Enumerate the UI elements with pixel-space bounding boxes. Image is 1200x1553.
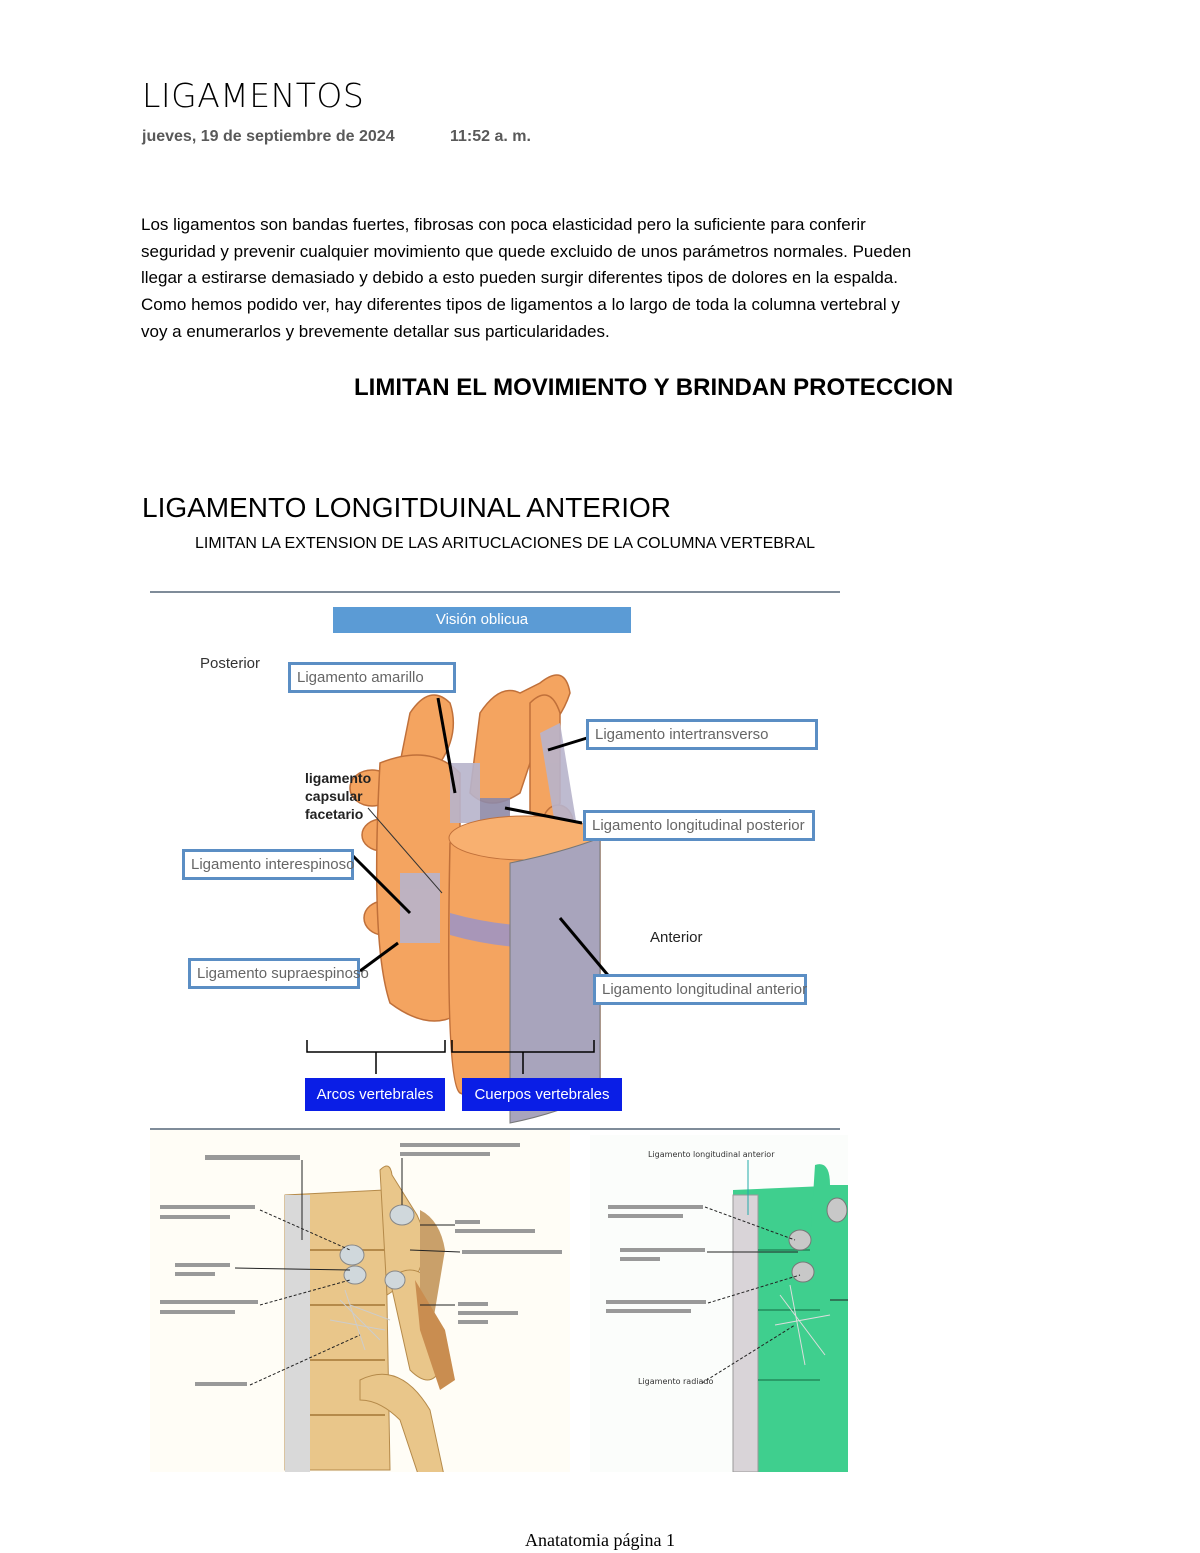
body-line: Los ligamentos son bandas fuertes, fibrosas con poca elasticidad pero la suficiente para conferir — [141, 215, 866, 234]
green-costovertebral-illustration — [590, 1135, 848, 1472]
label-ligamento-interespinoso: Ligamento interespinoso — [182, 849, 354, 880]
label-ligamento-capsular: ligamento capsular facetario — [305, 770, 372, 822]
label-ligamento-longitudinal-posterior: Ligamento longitudinal posterior — [583, 810, 815, 841]
body-line: llegar a estirarse demasiado y debido a esto pueden surgir diferentes tipos de dolores en la espalda. — [141, 268, 898, 288]
group-cuerpos-vertebrales: Cuerpos vertebrales — [462, 1078, 622, 1111]
body-line: seguridad y prevenir cualquier movimiento que quede excluido de unos parámetros normales. Pueden — [141, 241, 912, 261]
label-ligamento-amarillo: Ligamento amarillo — [288, 662, 456, 693]
costovertebral-illustration — [150, 1130, 570, 1472]
costovertebral-figure — [150, 1130, 570, 1472]
view-title: Visión oblicua — [333, 607, 631, 633]
page-date: jueves, 19 de septiembre de 2024 — [142, 128, 395, 145]
page-title: LIGAMENTOS — [142, 76, 365, 115]
section-subheading: LIMITAN LA EXTENSION DE LAS ARITUCLACIONES DE LA COLUMNA VERTEBRAL — [195, 535, 816, 552]
label-ligamento-longitudinal-anterior: Ligamento longitudinal anterior — [593, 974, 807, 1005]
group-arcos-vertebrales: Arcos vertebrales — [305, 1078, 445, 1111]
label-ligamento-radiado: Ligamento radiado — [638, 1377, 714, 1386]
body-line: Como hemos podido ver, hay diferentes tipos de ligamentos a lo largo de toda la columna vertebral y — [141, 295, 900, 315]
posterior-label: Posterior — [200, 655, 261, 672]
subtitle: LIMITAN EL MOVIMIENTO Y BRINDAN PROTECCION — [354, 374, 954, 401]
page-footer: Anatatomia página 1 — [525, 1530, 675, 1550]
green-costovertebral-figure — [590, 1135, 848, 1472]
label-ligamento-supraespinoso: Ligamento supraespinoso — [188, 958, 360, 989]
vertebra-oblique-diagram — [150, 591, 840, 1130]
label-ligamento-intertransverso: Ligamento intertransverso — [586, 719, 818, 750]
body-paragraph — [141, 212, 1061, 346]
label-ligamento-longitudinal-anterior-green: Ligamento longitudinal anterior — [648, 1150, 775, 1159]
anterior-label: Anterior — [650, 929, 703, 946]
body-line: voy a enumerarlos y brevemente detallar sus particularidades. — [141, 321, 610, 341]
section-heading: LIGAMENTO LONGITDUINAL ANTERIOR — [142, 492, 671, 523]
page-time: 11:52 a. m. — [450, 128, 531, 145]
